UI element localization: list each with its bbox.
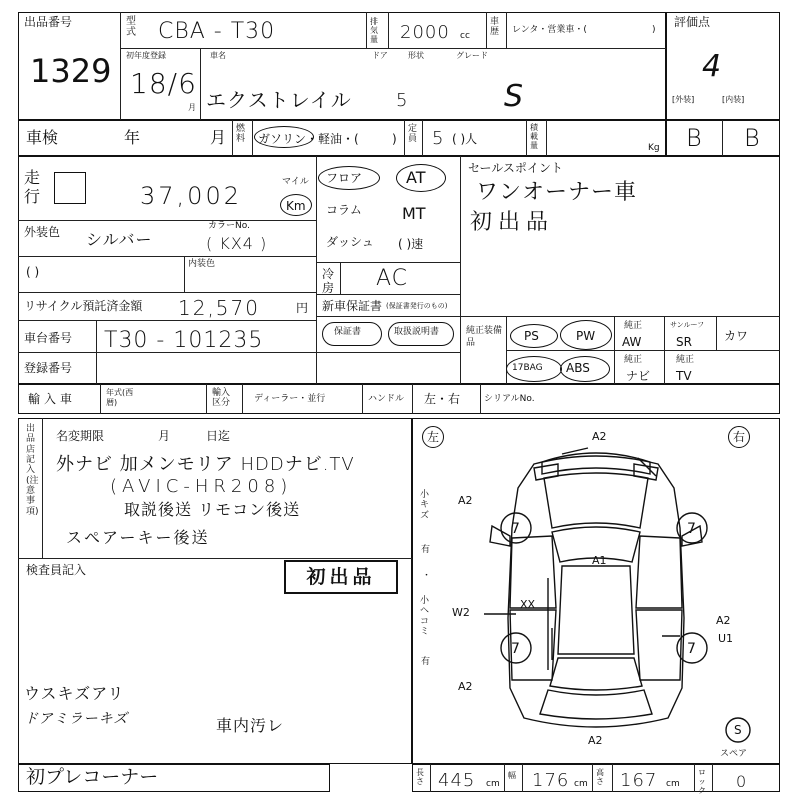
shift-mt: MT [402,204,426,223]
mileage-label: 走行 [24,168,41,207]
mark-left-w2: W2 [452,606,470,619]
score-value: 4 [702,49,723,84]
import-category-value: ディーラー・並行 [254,394,326,404]
first-reg-label: 初年度登録 [126,51,166,60]
diagram-right: 右 [733,430,746,444]
shaken-month: 月 [210,128,227,147]
lock-value: 0 [736,772,748,791]
mark-rear-a2: A2 [588,734,603,747]
recycle-label: リサイクル預託済金額 [24,299,143,313]
exterior-score-label: [外装] [672,95,695,104]
equipment-aw: AW [622,335,642,349]
doors-value: 5 [396,90,409,111]
history-label: 車歴 [490,17,500,37]
shift-floor: フロア [326,171,363,185]
equipment-tv: TV [676,369,692,383]
side-text-yes1: 有 [421,545,431,555]
registration-label: 登録番号 [24,361,73,375]
right-rear-door [636,610,682,680]
handle-value: 左・右 [424,392,461,406]
model-value: CBA - T30 [158,19,276,44]
side-text-scratch: 小キズ [420,490,430,521]
history-close: ) [652,25,656,35]
interior-color-label: 内装色 [188,259,216,269]
warranty-manual: 取扱説明書 [394,327,440,337]
side-text-yes2: 有 [421,657,431,667]
exterior-score: B [686,124,703,152]
side-text-dent: 小ヘコミ [420,596,430,638]
shift-dash: ダッシュ [326,235,374,249]
score-label: 評価点 [674,15,711,29]
exterior-color-label: 外装色 [24,225,61,239]
notes-line2: (AVIC-HR208) [110,476,293,497]
lock-label: ロック [698,768,706,796]
import-label: 輸入車 [28,392,77,406]
sunroof-label: サンルーフ [670,321,705,329]
warranty-booklet: 保証書 [334,327,362,337]
car-name-label: 車名 [210,51,226,60]
genuine-navi-label: 純正 [624,355,643,365]
lot-number: 1329 [30,52,112,90]
aircon-label: 冷房 [322,267,335,295]
km-circle [280,194,312,216]
car-diagram [412,418,780,764]
capacity-label: 定員 [408,124,418,145]
height-label: 高さ [596,768,604,787]
door-label: ドア [372,51,388,60]
mark-left-a2: A2 [458,494,473,507]
warranty-note: (保証書発行のもの) [386,302,448,310]
bag-circle [506,356,562,382]
equipment-abs: ABS [566,361,590,375]
row-shaken-score [666,120,780,156]
capacity-extra: ( )人 [452,132,478,146]
mark-rear-left-a2: A2 [458,680,473,693]
capacity-value: 5 [432,128,445,149]
aircon-value: AC [376,266,409,291]
shift-speed: ( )速 [398,237,424,251]
width-unit: cm [574,779,588,789]
inspector-stamp: 初出品 [284,560,398,594]
name-change-month: 月 [158,429,171,443]
car-name-value: エクストレイル [206,88,352,112]
wheel-rr-mark: 7 [687,641,696,657]
shaken-label: 車検 [26,128,59,147]
mark-roof-a1: A1 [592,554,607,567]
mark-right-a2: A2 [716,614,731,627]
mileage-value: 37,002 [140,182,242,210]
model-label [126,16,138,38]
wheel-fl-mark: 7 [511,521,520,537]
hood [544,473,648,528]
inspector-label: 検査員記入 [26,563,87,577]
car-body-outline [508,456,684,727]
notes-line1: 外ナビ 加メンモリア HDDナビ.TV [56,454,355,475]
wheel-fr-mark: 7 [687,521,696,537]
name-change-label: 名変期限 [56,429,105,443]
width-label: 幅 [508,771,516,780]
recycle-unit: 円 [296,301,309,315]
fuel-label: 燃料 [236,124,246,145]
import-year-label: 年式(西暦) [106,388,134,407]
exterior-color-value: シルバー [86,230,153,249]
pw-circle [560,320,612,350]
corner-label: 初プレコーナー [26,766,159,788]
notes-line3: 取説後送 リモコン後送 [124,500,301,519]
displacement-label: 排気量 [370,17,378,44]
displacement-unit: cc [460,31,470,41]
shape-label: 形状 [408,51,424,60]
fuel-close: ) [392,132,397,146]
load-unit: Kg [648,143,660,153]
sales-point-label: セールスポイント [468,161,563,175]
ps-circle [510,324,558,348]
side-text-dot: ・ [422,571,432,581]
length-unit: cm [486,779,500,789]
manual-circle [388,322,454,346]
mark-front-a2: A2 [592,430,607,443]
mark-left-xx: XX [520,598,536,611]
sales-point-line2: 初出品 [470,210,555,235]
height-value: 167 [620,770,658,791]
interior-score: B [744,124,761,152]
shaken-year: 年 [124,128,141,147]
grade-label: グレード [456,51,488,60]
grade-value: S [504,79,525,114]
equipment-ps: PS [524,329,539,343]
mileage-unit-mile: マイル [282,177,309,187]
shift-at: AT [406,168,426,187]
equipment-pw: PW [576,329,596,343]
recycle-value: 12,570 [178,296,260,320]
rear-hatch [540,690,652,719]
shift-column: コラム [326,203,362,217]
chassis-value: T30 - 101235 [104,328,264,353]
warranty-label: 新車保証書 [322,299,383,313]
booklet-circle [322,322,382,346]
mileage-unit-km: Km [286,199,306,213]
displacement-value: 2000 [400,22,450,43]
lot-label: 出品番号 [24,15,73,29]
color-no-label: カラーNo. [208,221,250,231]
interior-score-label: [内装] [722,95,745,104]
inspector-note2: ドアミラーキズ [24,711,129,727]
interior-color-paren: ( ) [26,265,40,279]
right-front-door [636,536,682,608]
genuine-aw-label: 純正 [624,321,643,331]
equipment-leather: カワ [724,329,749,343]
wheel-rl-mark: 7 [511,641,520,657]
load-label: 積載量 [530,123,538,150]
diagram-left: 左 [427,430,440,444]
spare-label: スペア [720,749,748,759]
equipment-navi: ナビ [626,369,651,383]
width-value: 176 [532,770,570,791]
spare-wheel-mark: S [734,723,742,737]
mark-right-u1: U1 [718,632,734,645]
first-reg-value: 18/6 [130,67,197,100]
left-mirror [490,526,510,546]
at-circle [396,164,446,192]
history-value: レンタ・営業車・( [512,25,587,35]
serial-label: シリアルNo. [484,394,535,404]
equipment-label: 純正装備品 [466,326,503,348]
model-label-text: 型式 [126,16,136,38]
first-reg-month-unit: 月 [188,103,196,112]
import-category-label: 輸入区分 [212,388,231,409]
chassis-label: 車台番号 [24,331,73,345]
color-no-value: ( KX4 ) [206,234,268,253]
floor-circle [318,166,380,190]
inspector-note1: ウスキズアリ [24,684,125,703]
abs-circle [560,356,610,382]
handle-label: ハンドル [368,394,405,404]
length-label: 長さ [416,768,424,787]
genuine-tv-label: 純正 [676,355,695,365]
name-change-day: 日迄 [206,429,231,443]
notes-side-label: 出品店記入(注意事項) [26,424,39,517]
mileage-checkbox [54,172,86,204]
notes-line4: スペアーキー後送 [66,528,210,547]
roof [558,566,634,654]
sales-point-line1: ワンオーナー車 [476,180,638,205]
inspector-note3: 車内汚レ [216,716,285,735]
fuel-value: ガソリン・軽油・( [258,132,359,146]
rear-window [550,658,642,690]
height-unit: cm [666,779,680,789]
length-value: 445 [438,770,476,791]
equipment-sr: SR [676,335,692,349]
equipment-bag: 17BAG [512,363,543,373]
fuel-circle [254,126,314,148]
